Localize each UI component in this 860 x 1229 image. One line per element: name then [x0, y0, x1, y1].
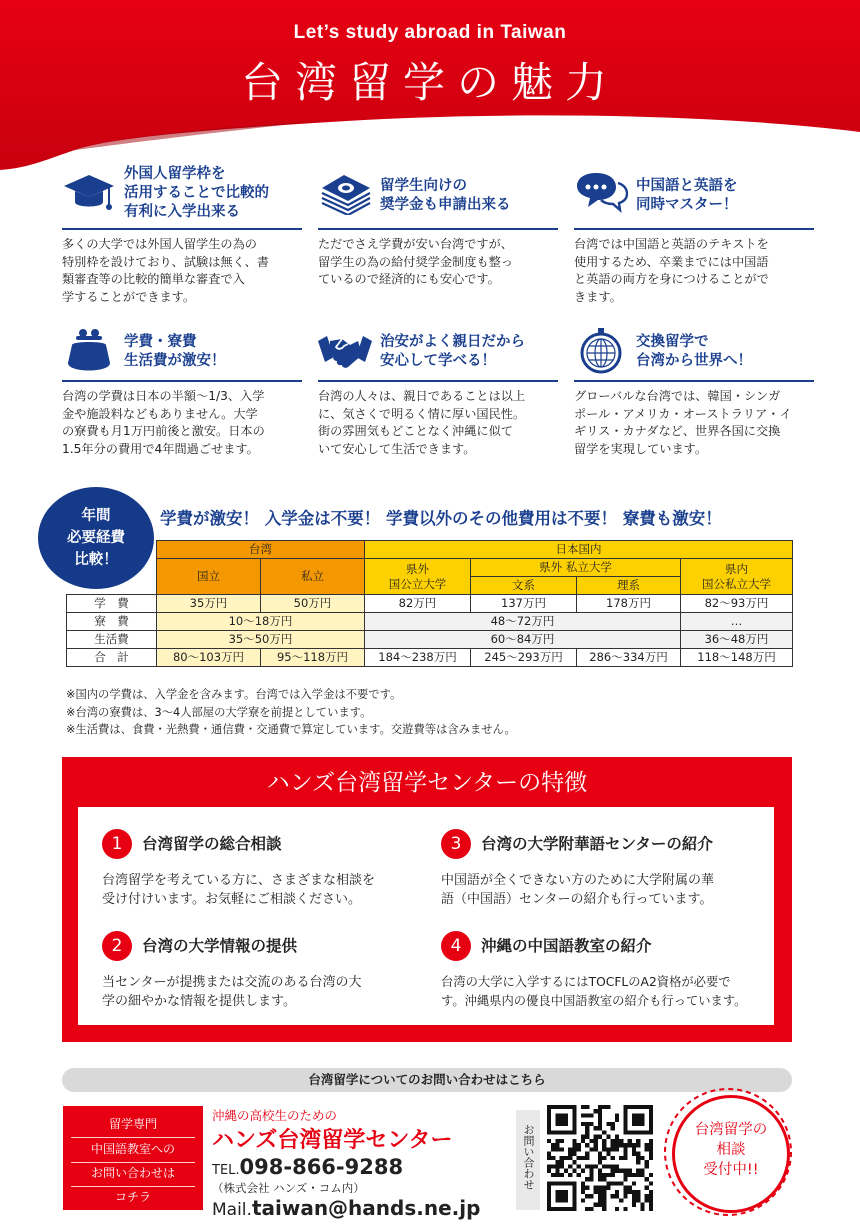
center-name: ハンズ台湾留学センター — [212, 1128, 453, 1153]
divider — [71, 1137, 195, 1138]
row-label-living: 生活費 — [67, 631, 157, 649]
redbox-line: 留学専門 — [108, 1117, 157, 1131]
table-cell: 35万円 — [157, 595, 261, 613]
feature-title: 治安がよく親日だから 安心して学べる！ — [380, 334, 525, 369]
table-row — [67, 541, 793, 559]
hans-features-title: ハンズ台湾留学センターの特徴 — [266, 770, 588, 796]
inquiry-label: お問い合わせ — [516, 1110, 540, 1210]
header-subtitle: Let’s study abroad in Taiwan — [293, 22, 567, 43]
table-row — [67, 649, 793, 667]
table-row — [67, 559, 793, 577]
hans-features-panel — [78, 807, 774, 1025]
page-title: 台湾留学の魅力 — [240, 58, 619, 107]
table-cell: 36～48万円 — [681, 631, 793, 649]
feature-title: 留学生向けの 奨学金も申請出来る — [380, 178, 511, 213]
table-cell: 80～103万円 — [157, 649, 261, 667]
contact-bar: 台湾留学についてのお問い合わせはこちら — [62, 1068, 792, 1092]
table-cell: 184～238万円 — [365, 649, 471, 667]
comparison-badge: 年間 必要経費 比較！ — [38, 487, 154, 589]
cost-comparison-table — [66, 540, 793, 667]
header-japan: 日本国内 — [365, 541, 793, 559]
table-cell: 48～72万円 — [365, 613, 681, 631]
contact-phone[interactable]: TEL.098-866-9288 — [212, 1155, 404, 1179]
feature-title: 中国語と英語を 同時マスター！ — [636, 178, 738, 213]
globe-icon — [574, 327, 628, 375]
consultation-stamp: 台湾留学の 相談 受付中!! — [672, 1095, 790, 1213]
table-cell: 50万円 — [261, 595, 365, 613]
header-tw-national: 国立 — [157, 559, 261, 595]
hans-item-body: 台湾留学を考えている方に、さまざまな相談を 受け付けいます。お気軽にご相談ください。 — [102, 873, 376, 907]
table-cell: 245～293万円 — [471, 649, 577, 667]
divider — [71, 1186, 195, 1187]
hans-item-title: 沖縄の中国語教室の紹介 — [481, 937, 652, 955]
header-science: 理系 — [577, 577, 681, 595]
redbox-line: お問い合わせは — [90, 1166, 175, 1180]
feature-body: 多くの大学では外国人留学生の為の 特別枠を設けており、試験は無く、書 類審査等の比較的簡単な審査で入 学することができます。 — [62, 237, 269, 304]
hans-item-body: 台湾の大学に入学するにはTOCFLのA2資格が必要で す。沖縄県内の優良中国語教室の紹介も行っています。 — [441, 975, 747, 1008]
hans-item-title: 台湾の大学附華語センターの紹介 — [481, 835, 713, 853]
table-cell: 10～18万円 — [157, 613, 365, 631]
table-cell: 82～93万円 — [681, 595, 793, 613]
table-cell: 95～118万円 — [261, 649, 365, 667]
feature-body: 台湾の人々は、親日であることは以上 に、気さくで明るく情に厚い国民性。 街の雰囲気もどことなく沖縄に似て いて安心して生活できます。 — [318, 389, 526, 456]
row-label-dorm: 寮 費 — [67, 613, 157, 631]
table-corner — [67, 541, 157, 595]
handshake-icon — [318, 327, 372, 375]
table-row — [67, 631, 793, 649]
feature-title: 外国人留学枠を 活用することで比較的 有利に入学出来る — [124, 166, 269, 220]
divider — [318, 380, 558, 382]
purse-icon — [62, 327, 116, 375]
feature-body: グローバルな台湾では、韓国・シンガ ポール・アメリカ・オーストラリア・イ ギリス・カナダなど、世界各国に交換 留学を実現しています。 — [574, 389, 792, 456]
feature-body: ただでさえ学費が安い台湾ですが、 留学生の為の給付奨学金制度も整っ ているので経済的にも安心です。 — [318, 237, 513, 286]
header-out-public: 県外 国公立大学 — [365, 559, 471, 595]
table-cell: 137万円 — [471, 595, 577, 613]
comparison-title: 学費が激安！ 入学金は不要！ 学費以外のその他費用は不要！ 寮費も激安！ — [160, 509, 722, 528]
table-row — [67, 595, 793, 613]
table-notes: ※国内の学費は、入学金を含みます。台湾では入学金は不要です。 ※台湾の寮費は、3～4人部屋の大学寮を前提としています。 ※生活費は、食費・光熱費・通信費・交通費で算定しています。交遊費等は含みません。 — [66, 688, 516, 736]
divider — [62, 380, 302, 382]
redbox-line: 中国語教室への — [90, 1142, 175, 1156]
header-tw-private: 私立 — [261, 559, 365, 595]
table-cell: 118～148万円 — [681, 649, 793, 667]
table-cell: 286～334万円 — [577, 649, 681, 667]
row-label-tuition: 学 費 — [67, 595, 157, 613]
header-taiwan: 台湾 — [157, 541, 365, 559]
row-label-total: 合 計 — [67, 649, 157, 667]
feature-body: 台湾では中国語と英語のテキストを 使用するため、卒業までには中国語 と英語の両方を身につけることがで きます。 — [574, 237, 769, 304]
qr-code-icon[interactable] — [547, 1105, 653, 1211]
graduation-cap-icon — [62, 167, 116, 215]
number-badge: 3 — [441, 829, 471, 859]
header-arts: 文系 — [471, 577, 577, 595]
company-note: （株式会社 ハンズ・コム内） — [212, 1181, 365, 1195]
number-badge: 1 — [102, 829, 132, 859]
table-cell: 60～84万円 — [365, 631, 681, 649]
speech-bubbles-icon — [574, 167, 628, 215]
money-stack-icon — [318, 167, 372, 215]
feature-title: 学費・寮費 生活費が激安！ — [124, 334, 226, 369]
hans-item-body: 当センターが提携または交流のある台湾の大 学の細やかな情報を提供します。 — [102, 975, 362, 1009]
contact-redbox — [63, 1106, 203, 1210]
number-badge: 4 — [441, 931, 471, 961]
hans-item-title: 台湾の大学情報の提供 — [142, 937, 298, 955]
redbox-line: コチラ — [114, 1190, 151, 1204]
table-cell: … — [681, 613, 793, 631]
table-cell: 82万円 — [365, 595, 471, 613]
feature-title: 交換留学で 台湾から世界へ！ — [636, 334, 752, 369]
contact-email[interactable]: Mail.taiwan@hands.ne.jp — [212, 1196, 481, 1220]
table-cell: 178万円 — [577, 595, 681, 613]
divider — [318, 228, 558, 230]
header-out-private: 県外 私立大学 — [471, 559, 681, 577]
contact-subtitle: 沖縄の高校生のための — [212, 1108, 338, 1123]
feature-body: 台湾の学費は日本の半額～1/3、入学 金や施設料などもありません。大学 の寮費も月1万円前後と激安。日本の 1.5年分の費用で4年間過ごせます。 — [62, 389, 265, 456]
divider — [574, 228, 814, 230]
divider — [574, 380, 814, 382]
header-in-prefecture: 県内 国公私立大学 — [681, 559, 793, 595]
table-cell: 35～50万円 — [157, 631, 365, 649]
number-badge: 2 — [102, 931, 132, 961]
table-row — [67, 613, 793, 631]
hans-item-title: 台湾留学の総合相談 — [142, 835, 282, 853]
divider — [62, 228, 302, 230]
hans-item-body: 中国語が全くできない方のために大学附属の華 語（中国語）センターの紹介も行っています。 — [441, 873, 715, 907]
divider — [71, 1162, 195, 1163]
